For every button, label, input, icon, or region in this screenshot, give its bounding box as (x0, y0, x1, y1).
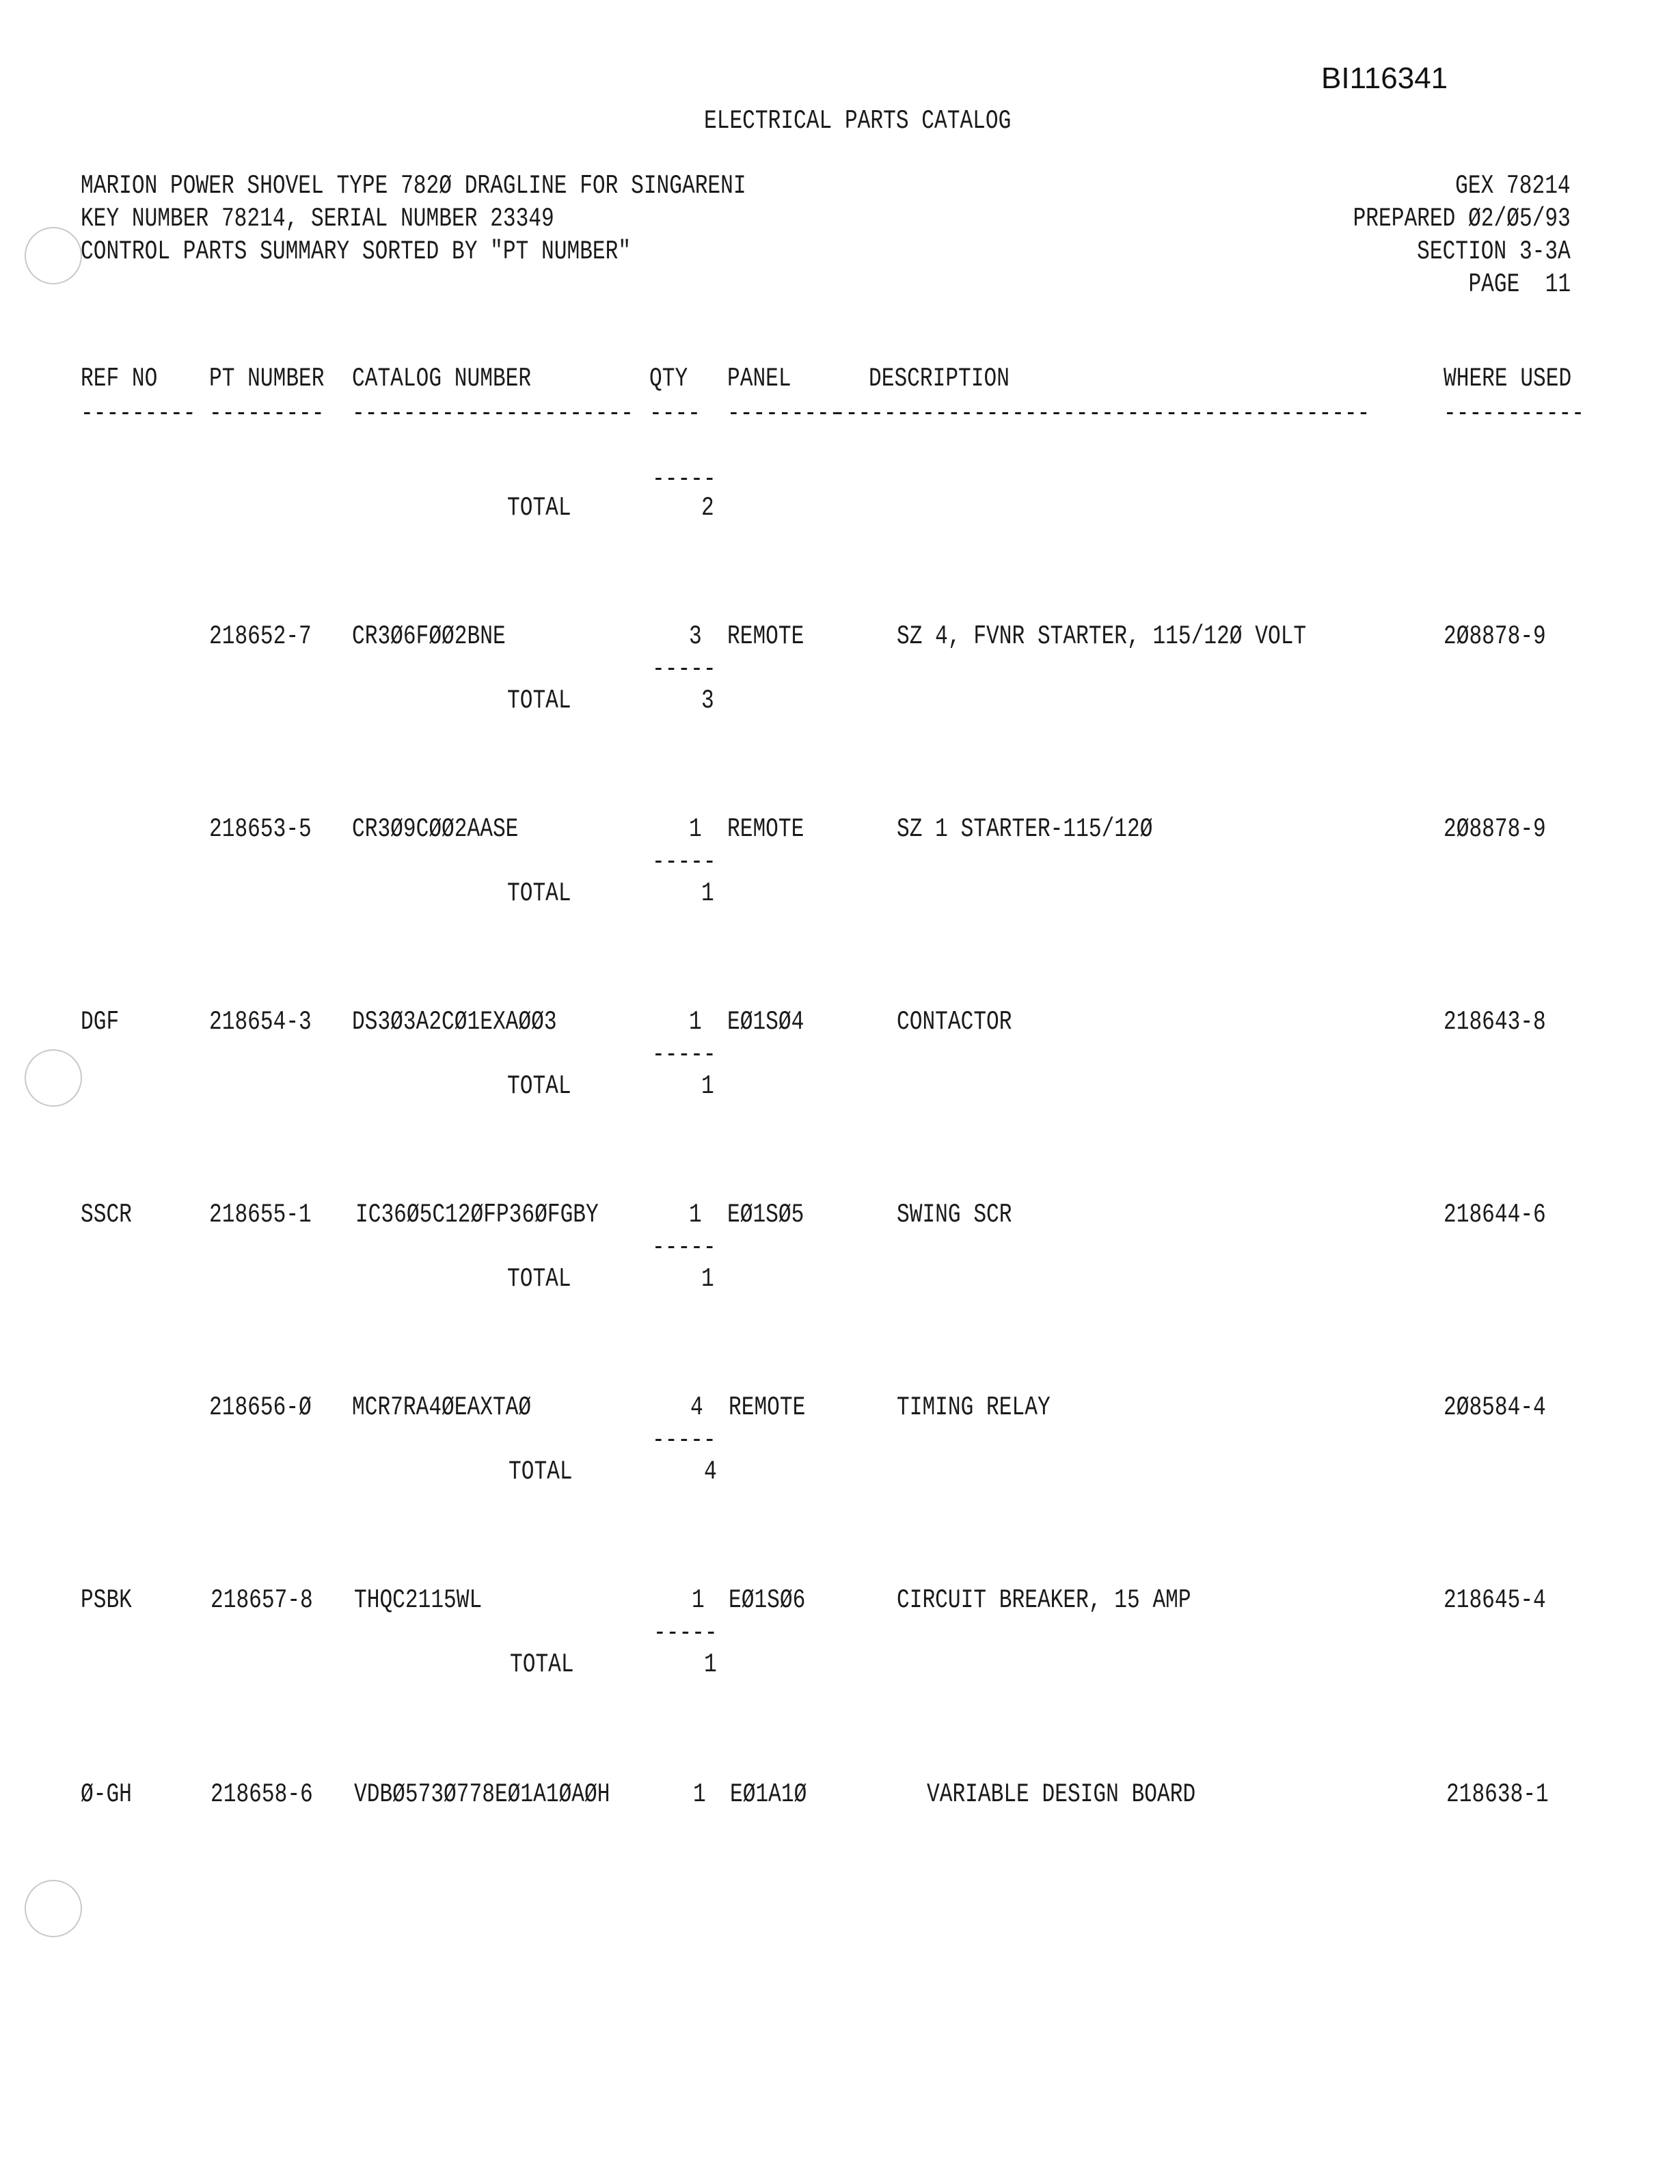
col-header-qty: QTY (649, 364, 688, 394)
row-qty: 1 (692, 1585, 705, 1615)
total-value: 1 (704, 1649, 717, 1680)
row-qty: 1 (689, 1200, 702, 1230)
col-header-panel: PANEL (727, 364, 791, 394)
rule-catalog-number: ---------------------- (352, 399, 634, 429)
row-panel: EØ1SØ6 (729, 1585, 806, 1615)
row-pt-number: 218657-8 (211, 1585, 313, 1615)
header-left-line-2: KEY NUMBER 78214, SERIAL NUMBER 23349 (81, 204, 554, 234)
row-where-used: 218644-6 (1444, 1200, 1546, 1230)
row-panel: EØ1SØ4 (727, 1007, 804, 1037)
row-pt-number: 218656-Ø (209, 1392, 312, 1423)
row-catalog-number: MCR7RA4ØEAXTAØ (352, 1392, 532, 1423)
total-label: TOTAL (507, 878, 571, 908)
row-panel: REMOTE (727, 814, 804, 844)
header-right-line-3: SECTION 3-3A (1417, 237, 1571, 267)
row-qty: 4 (690, 1392, 703, 1423)
row-catalog-number: THQC2115WL (354, 1585, 483, 1615)
row-where-used: 2Ø8584-4 (1444, 1392, 1546, 1423)
total-value: 3 (701, 686, 714, 716)
total-label: TOTAL (507, 493, 571, 523)
total-rule: ----- (652, 1040, 716, 1070)
row-pt-number: 218654-3 (209, 1007, 312, 1037)
rule-pt-number: --------- (209, 399, 325, 429)
row-ref-no: Ø-GH (81, 1779, 132, 1809)
row-description: TIMING RELAY (897, 1392, 1051, 1423)
total-value: 2 (701, 493, 714, 523)
row-description: VARIABLE DESIGN BOARD (927, 1779, 1196, 1809)
header-right-line-2: PREPARED Ø2/Ø5/93 (1353, 204, 1571, 234)
row-description: SZ 4, FVNR STARTER, 115/12Ø VOLT (897, 621, 1307, 651)
total-label: TOTAL (507, 686, 571, 716)
col-header-where-used: WHERE USED (1444, 364, 1572, 394)
row-where-used: 218638-1 (1446, 1779, 1549, 1809)
rule-panel: --------- (727, 399, 843, 429)
rule-ref-no: --------- (81, 399, 196, 429)
col-header-ref-no: REF NO (81, 364, 158, 394)
row-catalog-number: CR3Ø9CØØ2AASE (352, 814, 519, 844)
row-panel: EØ1A1Ø (730, 1779, 807, 1809)
row-catalog-number: CR3Ø6FØØ2BNE (352, 621, 506, 651)
row-qty: 1 (693, 1779, 706, 1809)
row-description: SZ 1 STARTER-115/12Ø (897, 814, 1153, 844)
total-rule: ----- (652, 654, 716, 684)
row-pt-number: 218655-1 (209, 1200, 312, 1230)
row-where-used: 218643-8 (1444, 1007, 1546, 1037)
total-rule: ----- (652, 847, 716, 877)
row-pt-number: 218652-7 (209, 621, 312, 651)
row-pt-number: 218653-5 (209, 814, 312, 844)
rule-description: ------------------------------------------ (832, 399, 1370, 429)
row-ref-no: SSCR (81, 1200, 132, 1230)
catalog-title: ELECTRICAL PARTS CATALOG (704, 106, 1012, 136)
row-where-used: 2Ø8878-9 (1444, 814, 1546, 844)
header-right-line-4: PAGE 11 (1468, 269, 1571, 299)
punch-hole-top (25, 227, 82, 284)
row-pt-number: 218658-6 (211, 1779, 313, 1809)
total-label: TOTAL (507, 1071, 571, 1101)
row-catalog-number: DS3Ø3A2CØ1EXAØØ3 (352, 1007, 557, 1037)
total-value: 1 (701, 878, 714, 908)
document-id: BI116341 (1321, 62, 1448, 95)
total-rule: ----- (653, 1618, 718, 1648)
total-label: TOTAL (507, 1264, 571, 1294)
total-value: 1 (701, 1071, 714, 1101)
total-label: TOTAL (509, 1457, 573, 1487)
punch-hole-bottom (25, 1880, 82, 1937)
header-right-line-1: GEX 78214 (1455, 171, 1571, 201)
col-header-catalog-number: CATALOG NUMBER (352, 364, 532, 394)
row-where-used: 218645-4 (1444, 1585, 1546, 1615)
row-panel: EØ1SØ5 (727, 1200, 804, 1230)
row-catalog-number: VDBØ573Ø778EØ1A1ØAØH (354, 1779, 610, 1809)
total-value: 4 (704, 1457, 717, 1487)
total-rule: ----- (652, 1425, 716, 1455)
row-qty: 1 (689, 1007, 702, 1037)
header-left-line-1: MARION POWER SHOVEL TYPE 782Ø DRAGLINE FOR SINGARENI (81, 171, 746, 201)
row-panel: REMOTE (727, 621, 804, 651)
total-label: TOTAL (510, 1649, 574, 1680)
total-value: 1 (701, 1264, 714, 1294)
col-header-description: DESCRIPTION (869, 364, 1010, 394)
col-header-pt-number: PT NUMBER (209, 364, 325, 394)
total-rule: ----- (652, 464, 716, 494)
header-left-line-3: CONTROL PARTS SUMMARY SORTED BY "PT NUMBER" (81, 237, 632, 267)
rule-qty: ---- (649, 399, 701, 429)
row-ref-no: DGF (81, 1007, 120, 1037)
row-qty: 3 (689, 621, 702, 651)
row-description: CIRCUIT BREAKER, 15 AMP (897, 1585, 1191, 1615)
row-ref-no: PSBK (81, 1585, 132, 1615)
row-description: SWING SCR (897, 1200, 1012, 1230)
row-qty: 1 (689, 814, 702, 844)
punch-hole-middle (25, 1049, 82, 1107)
total-rule: ----- (652, 1232, 716, 1263)
row-catalog-number: IC36Ø5C12ØFP36ØFGBY (355, 1200, 599, 1230)
row-where-used: 2Ø8878-9 (1444, 621, 1546, 651)
row-description: CONTACTOR (897, 1007, 1012, 1037)
rule-where-used: ----------- (1444, 399, 1584, 429)
row-panel: REMOTE (729, 1392, 806, 1423)
